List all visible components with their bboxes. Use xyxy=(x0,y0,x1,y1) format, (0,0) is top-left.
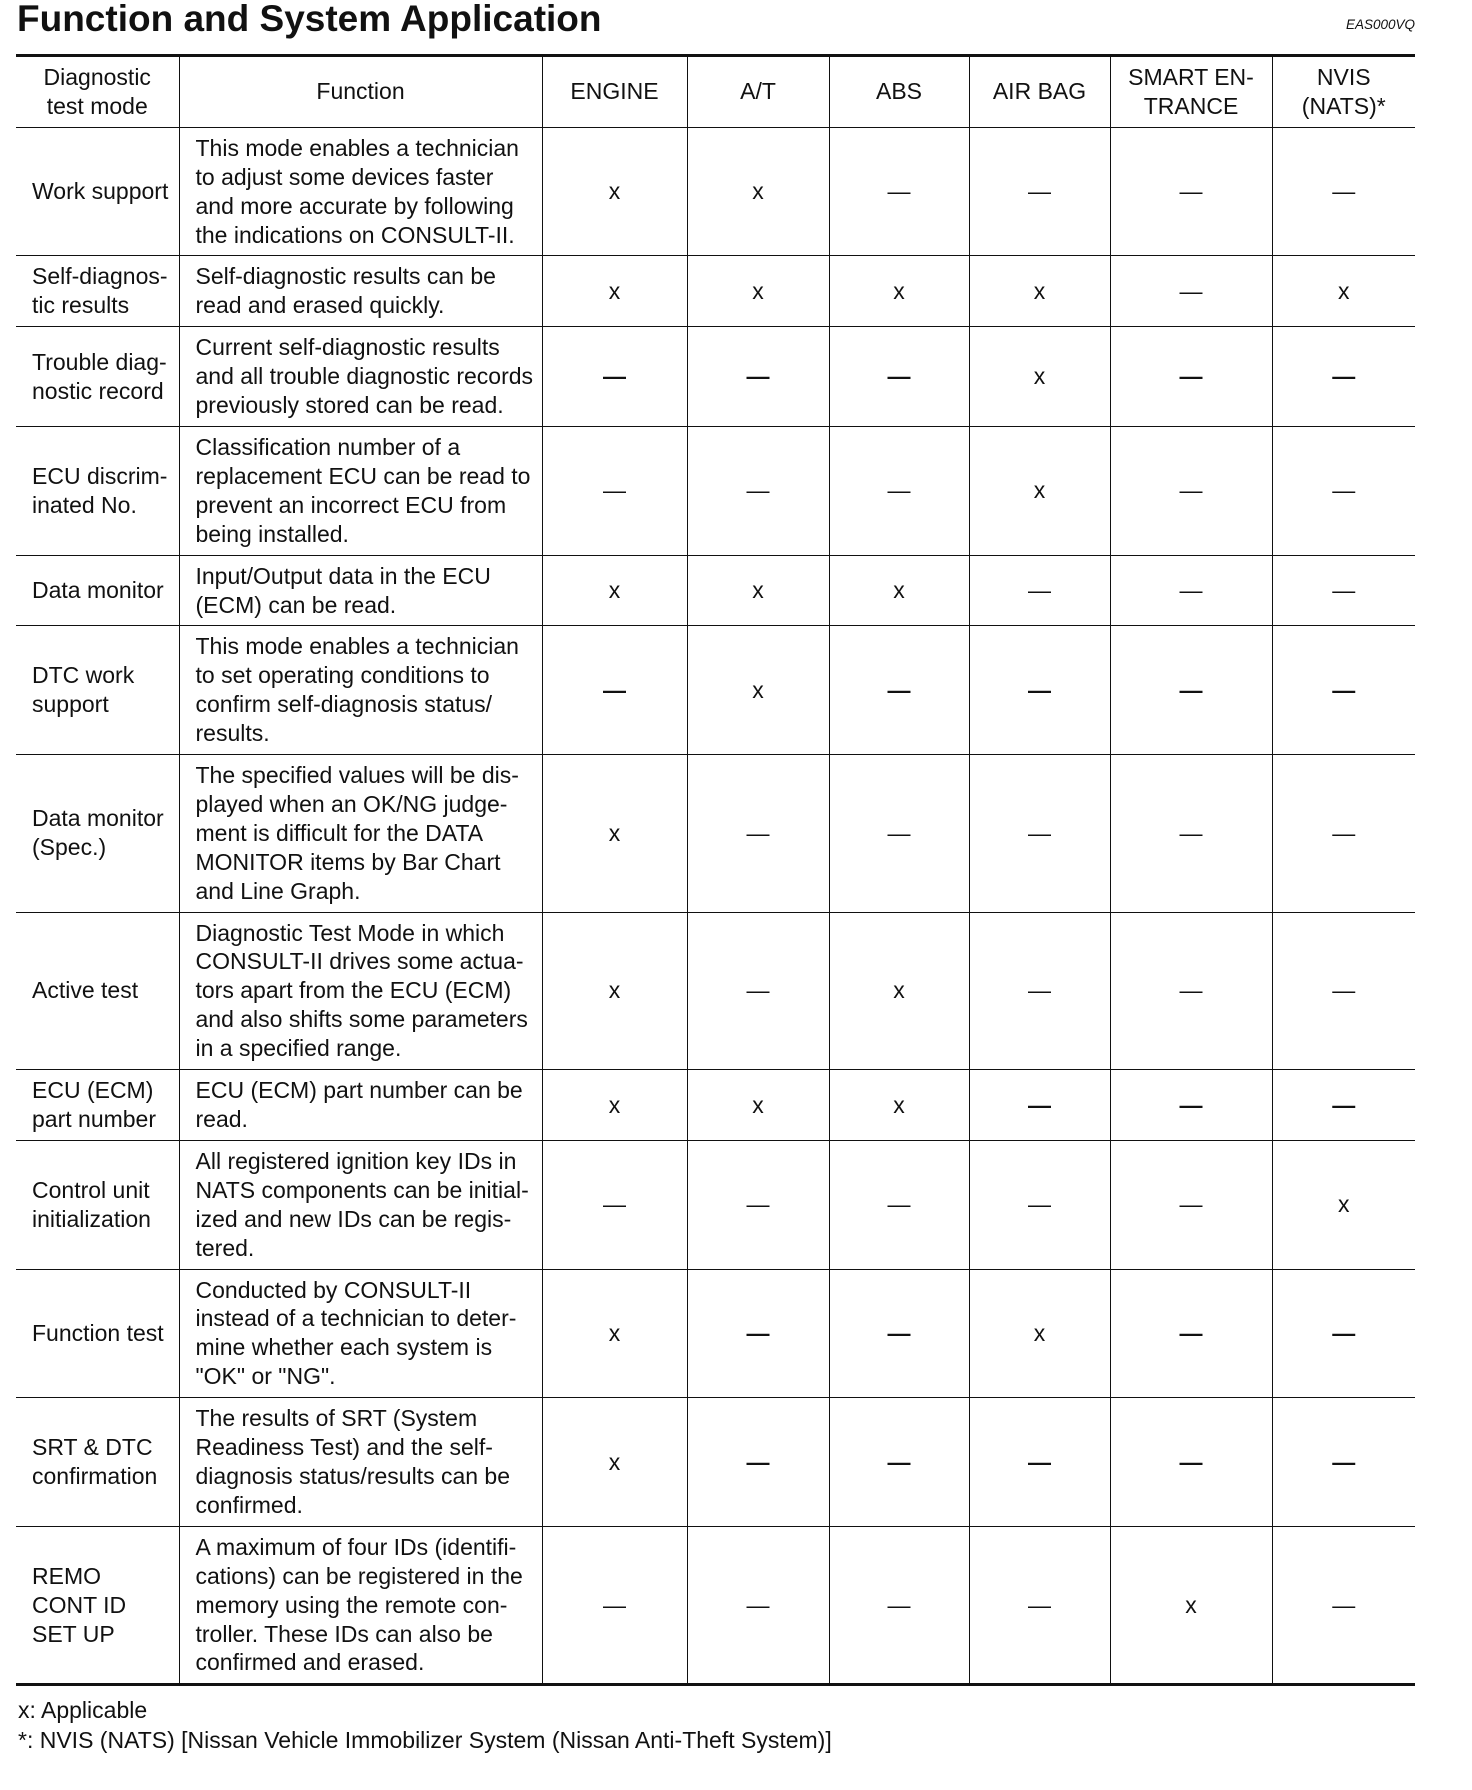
page-title: Function and System Application xyxy=(17,0,602,39)
footnotes xyxy=(16,1695,1415,1755)
mark-cell-at: x xyxy=(687,555,829,626)
mark-cell-engine: x xyxy=(542,256,687,327)
mark-cell-engine: x xyxy=(542,1269,687,1398)
test-mode-cell: ECU discrim- inated No. xyxy=(16,426,179,555)
test-mode-cell: Work support xyxy=(16,127,179,256)
header-air-bag: AIR BAG xyxy=(969,56,1110,128)
test-mode-cell: Trouble diag- nostic record xyxy=(16,327,179,427)
mark-cell-at: — xyxy=(687,1526,829,1685)
mark-cell-abs: — xyxy=(829,327,969,427)
mark-cell-engine: x xyxy=(542,755,687,913)
function-cell: This mode enables a technician to adjust some devices faster and more accurate by following the indications on CONSULT-II. xyxy=(179,127,542,256)
mark-cell-smart-entrance: — xyxy=(1110,327,1272,427)
header-nvis: NVIS (NATS)* xyxy=(1272,56,1415,128)
mark-cell-smart-entrance: — xyxy=(1110,1070,1272,1141)
mark-cell-air-bag: — xyxy=(969,912,1110,1070)
mark-cell-abs: — xyxy=(829,127,969,256)
footnote-applicable: x: Applicable xyxy=(18,1697,148,1724)
header-function: Function xyxy=(179,56,542,128)
mark-cell-nvis: — xyxy=(1272,1526,1415,1685)
function-system-table xyxy=(16,54,1415,1686)
mark-cell-nvis: — xyxy=(1272,755,1415,913)
mark-cell-abs: — xyxy=(829,1526,969,1685)
mark-cell-smart-entrance: — xyxy=(1110,1398,1272,1527)
mark-cell-air-bag: — xyxy=(969,555,1110,626)
mark-cell-nvis: — xyxy=(1272,1398,1415,1527)
table-row xyxy=(16,1070,1415,1141)
test-mode-cell: Data monitor xyxy=(16,555,179,626)
mark-cell-nvis: — xyxy=(1272,912,1415,1070)
mark-cell-nvis: — xyxy=(1272,327,1415,427)
mark-cell-smart-entrance: — xyxy=(1110,626,1272,755)
function-cell: Classification number of a replacement ECU can be read to prevent an incorrect ECU from being installed. xyxy=(179,426,542,555)
mark-cell-smart-entrance: — xyxy=(1110,127,1272,256)
mark-cell-air-bag: — xyxy=(969,1140,1110,1269)
mark-cell-smart-entrance: — xyxy=(1110,426,1272,555)
mark-cell-abs: — xyxy=(829,426,969,555)
mark-cell-abs: x xyxy=(829,555,969,626)
mark-cell-smart-entrance: — xyxy=(1110,1140,1272,1269)
mark-cell-engine: x xyxy=(542,1398,687,1527)
test-mode-cell: SRT & DTC confirmation xyxy=(16,1398,179,1527)
mark-cell-air-bag: — xyxy=(969,626,1110,755)
function-cell: Input/Output data in the ECU (ECM) can be read. xyxy=(179,555,542,626)
function-cell: Conducted by CONSULT-II instead of a technician to deter- mine whether each system is "OK" or "NG". xyxy=(179,1269,542,1398)
mark-cell-smart-entrance: — xyxy=(1110,555,1272,626)
section-code: EAS000VQ xyxy=(1345,17,1415,32)
mark-cell-air-bag: x xyxy=(969,256,1110,327)
mark-cell-at: x xyxy=(687,626,829,755)
mark-cell-engine: x xyxy=(542,912,687,1070)
mark-cell-at: — xyxy=(687,1398,829,1527)
function-cell: The results of SRT (System Readiness Test) and the self- diagnosis status/results can be confirmed. xyxy=(179,1398,542,1527)
function-cell: A maximum of four IDs (identifi- cations) can be registered in the memory using the remote con- troller. These IDs can also be confirmed and erased. xyxy=(179,1526,542,1685)
mark-cell-nvis: — xyxy=(1272,1070,1415,1141)
table-row xyxy=(16,1398,1415,1527)
mark-cell-at: x xyxy=(687,1070,829,1141)
mark-cell-engine: — xyxy=(542,426,687,555)
table-row xyxy=(16,127,1415,256)
mark-cell-abs: — xyxy=(829,1269,969,1398)
header-smart-entrance: SMART EN- TRANCE xyxy=(1110,56,1272,128)
test-mode-cell: ECU (ECM) part number xyxy=(16,1070,179,1141)
function-cell: ECU (ECM) part number can be read. xyxy=(179,1070,542,1141)
table-row xyxy=(16,1526,1415,1685)
function-cell: This mode enables a technician to set operating conditions to confirm self-diagnosis status/ results. xyxy=(179,626,542,755)
table-row xyxy=(16,256,1415,327)
mark-cell-at: — xyxy=(687,1140,829,1269)
header-at: A/T xyxy=(687,56,829,128)
footnote-nvis: *: NVIS (NATS) [Nissan Vehicle Immobilizer System (Nissan Anti-Theft System)] xyxy=(18,1727,832,1754)
mark-cell-smart-entrance: — xyxy=(1110,1269,1272,1398)
mark-cell-at: — xyxy=(687,755,829,913)
mark-cell-at: x xyxy=(687,127,829,256)
test-mode-cell: Control unit initialization xyxy=(16,1140,179,1269)
mark-cell-at: — xyxy=(687,327,829,427)
test-mode-cell: Self-diagnos- tic results xyxy=(16,256,179,327)
function-cell: The specified values will be dis- played when an OK/NG judge- ment is difficult for the DATA MONITOR items by Bar Chart and Line Graph. xyxy=(179,755,542,913)
mark-cell-at: — xyxy=(687,1269,829,1398)
mark-cell-smart-entrance: — xyxy=(1110,755,1272,913)
mark-cell-engine: — xyxy=(542,327,687,427)
mark-cell-abs: — xyxy=(829,1140,969,1269)
mark-cell-smart-entrance: — xyxy=(1110,912,1272,1070)
mark-cell-air-bag: x xyxy=(969,327,1110,427)
mark-cell-nvis: — xyxy=(1272,426,1415,555)
header-abs: ABS xyxy=(829,56,969,128)
mark-cell-engine: x xyxy=(542,127,687,256)
mark-cell-nvis: x xyxy=(1272,1140,1415,1269)
table-row xyxy=(16,555,1415,626)
function-cell: Diagnostic Test Mode in which CONSULT-II drives some actua- tors apart from the ECU (ECM) and also shifts some parameters in a specified range. xyxy=(179,912,542,1070)
mark-cell-at: — xyxy=(687,912,829,1070)
mark-cell-abs: x xyxy=(829,1070,969,1141)
mark-cell-air-bag: — xyxy=(969,1526,1110,1685)
mark-cell-engine: x xyxy=(542,555,687,626)
mark-cell-engine: — xyxy=(542,1140,687,1269)
table-row xyxy=(16,626,1415,755)
mark-cell-nvis: — xyxy=(1272,555,1415,626)
mark-cell-abs: — xyxy=(829,1398,969,1527)
mark-cell-air-bag: — xyxy=(969,127,1110,256)
table-row xyxy=(16,1269,1415,1398)
mark-cell-nvis: x xyxy=(1272,256,1415,327)
mark-cell-air-bag: — xyxy=(969,755,1110,913)
mark-cell-air-bag: — xyxy=(969,1070,1110,1141)
table-row xyxy=(16,912,1415,1070)
mark-cell-engine: — xyxy=(542,626,687,755)
mark-cell-abs: — xyxy=(829,755,969,913)
main-content xyxy=(16,54,1415,1755)
test-mode-cell: DTC work support xyxy=(16,626,179,755)
mark-cell-abs: x xyxy=(829,256,969,327)
table-row xyxy=(16,755,1415,913)
mark-cell-air-bag: x xyxy=(969,1269,1110,1398)
mark-cell-abs: x xyxy=(829,912,969,1070)
table-row xyxy=(16,1140,1415,1269)
function-cell: Self-diagnostic results can be read and erased quickly. xyxy=(179,256,542,327)
mark-cell-engine: x xyxy=(542,1070,687,1141)
header-engine: ENGINE xyxy=(542,56,687,128)
table-body xyxy=(16,127,1415,1685)
header-row xyxy=(16,56,1415,128)
test-mode-cell: Active test xyxy=(16,912,179,1070)
mark-cell-nvis: — xyxy=(1272,1269,1415,1398)
function-cell: All registered ignition key IDs in NATS components can be initial- ized and new IDs can be regis- tered. xyxy=(179,1140,542,1269)
header-test-mode: Diagnostic test mode xyxy=(16,56,179,128)
table-row xyxy=(16,426,1415,555)
mark-cell-air-bag: x xyxy=(969,426,1110,555)
function-cell: Current self-diagnostic results and all trouble diagnostic records previously stored can be read. xyxy=(179,327,542,427)
mark-cell-at: x xyxy=(687,256,829,327)
test-mode-cell: Data monitor (Spec.) xyxy=(16,755,179,913)
test-mode-cell: Function test xyxy=(16,1269,179,1398)
mark-cell-abs: — xyxy=(829,626,969,755)
mark-cell-smart-entrance: x xyxy=(1110,1526,1272,1685)
mark-cell-nvis: — xyxy=(1272,626,1415,755)
mark-cell-smart-entrance: — xyxy=(1110,256,1272,327)
table-row xyxy=(16,327,1415,427)
mark-cell-nvis: — xyxy=(1272,127,1415,256)
mark-cell-air-bag: — xyxy=(969,1398,1110,1527)
mark-cell-engine: — xyxy=(542,1526,687,1685)
test-mode-cell: REMO CONT ID SET UP xyxy=(16,1526,179,1685)
mark-cell-at: — xyxy=(687,426,829,555)
